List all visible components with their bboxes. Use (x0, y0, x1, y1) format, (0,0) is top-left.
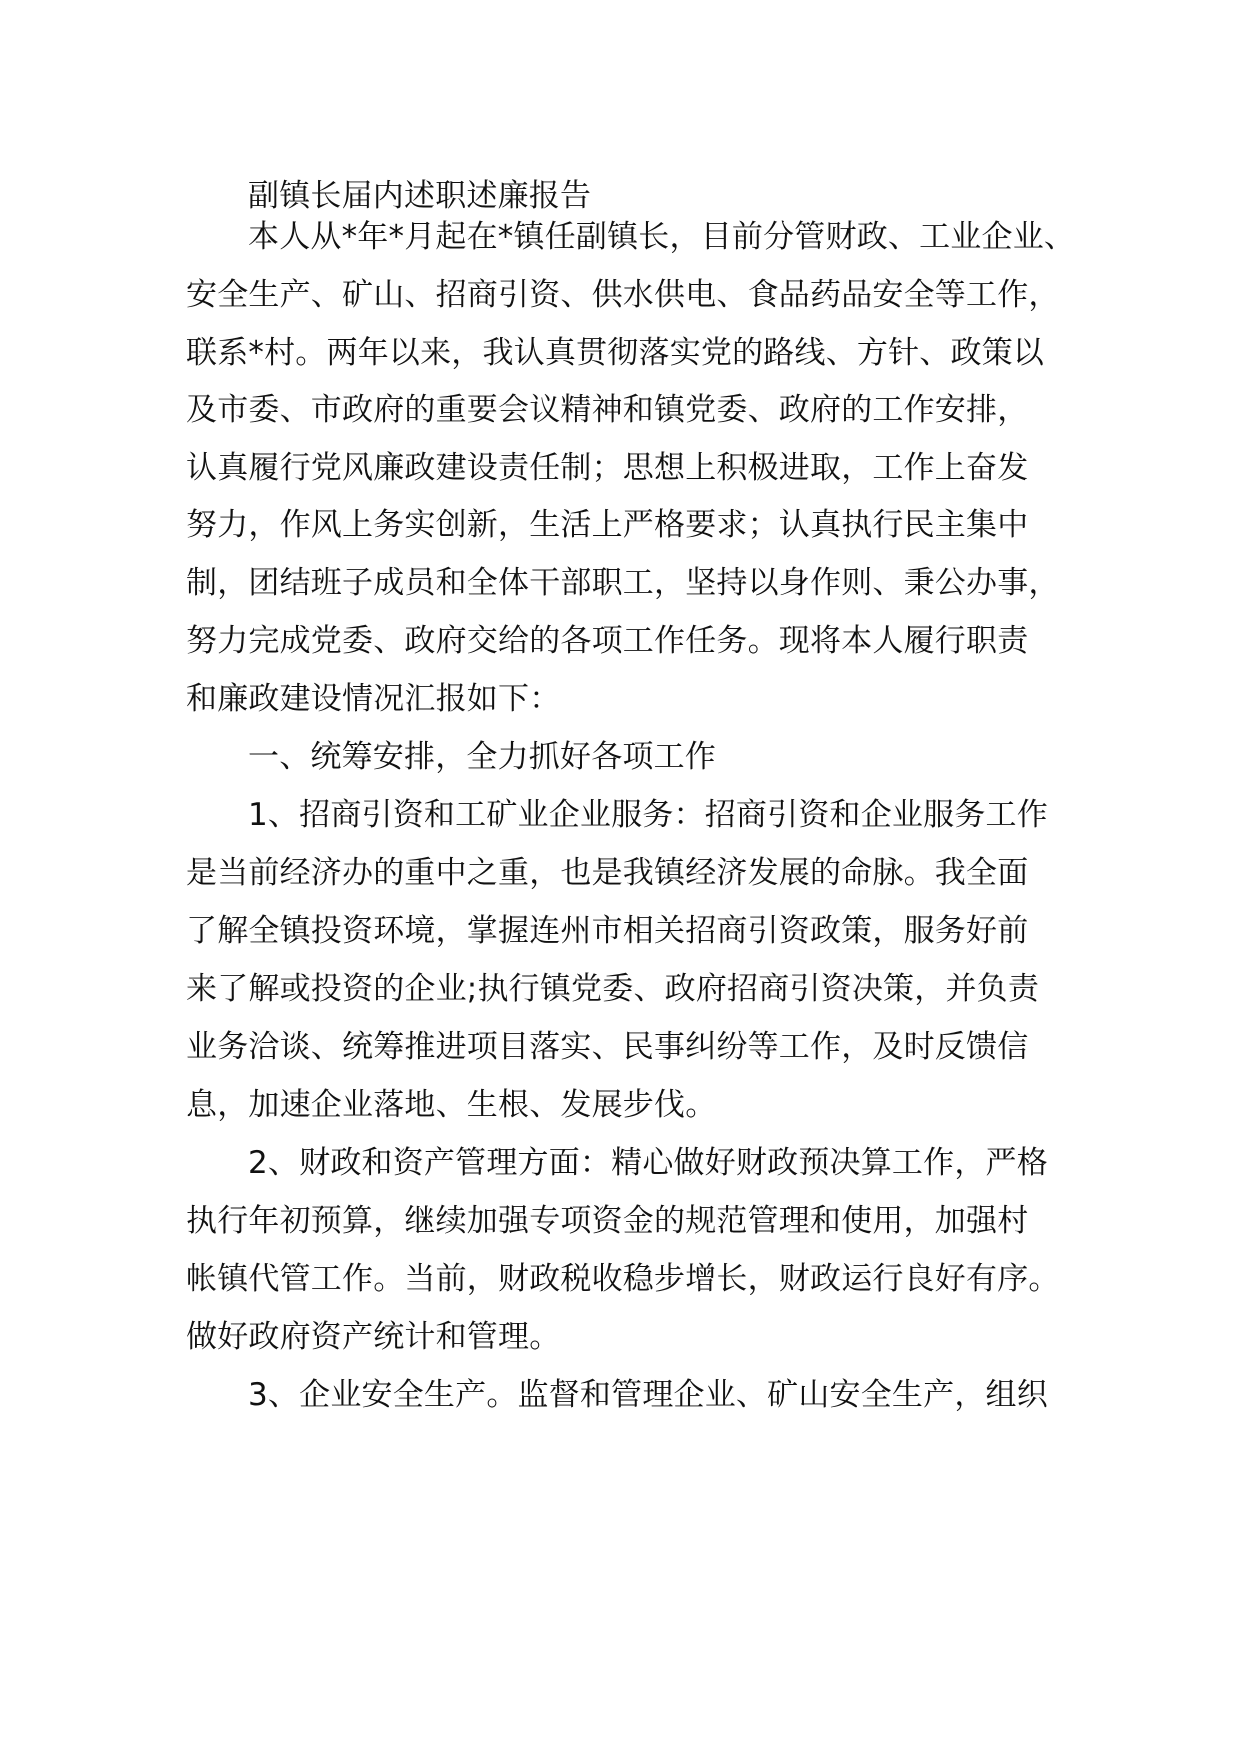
document-title: 副镇长届内述职述廉报告 (248, 178, 592, 214)
paragraph-line: 帐镇代管工作。当前，财政税收稳步增长，财政运行良好有序。 (186, 1261, 1060, 1297)
paragraph-line: 3、企业安全生产。监督和管理企业、矿山安全生产，组织 (248, 1377, 1048, 1413)
paragraph-line: 本人从*年*月起在*镇任副镇长，目前分管财政、工业企业、 (248, 219, 1076, 255)
paragraph-line: 努力完成党委、政府交给的各项工作任务。现将本人履行职责 (186, 623, 1029, 659)
paragraph-line: 认真履行党风廉政建设责任制；思想上积极进取，工作上奋发 (186, 450, 1029, 486)
paragraph-line: 执行年初预算，继续加强专项资金的规范管理和使用，加强村 (186, 1203, 1029, 1239)
section-heading: 一、统筹安排，全力抓好各项工作 (248, 739, 716, 775)
paragraph-line: 是当前经济办的重中之重，也是我镇经济发展的命脉。我全面 (186, 855, 1029, 891)
paragraph-line: 和廉政建设情况汇报如下： (186, 681, 561, 717)
paragraph-line: 安全生产、矿山、招商引资、供水供电、食品药品安全等工作， (186, 277, 1060, 313)
paragraph-line: 制，团结班子成员和全体干部职工，坚持以身作则、秉公办事， (186, 565, 1060, 601)
paragraph-line: 来了解或投资的企业;执行镇党委、政府招商引资决策，并负责 (186, 971, 1040, 1007)
paragraph-line: 1、招商引资和工矿业企业服务：招商引资和企业服务工作 (248, 797, 1048, 833)
paragraph-line: 了解全镇投资环境，掌握连州市相关招商引资政策，服务好前 (186, 913, 1029, 949)
paragraph-line: 努力，作风上务实创新，生活上严格要求；认真执行民主集中 (186, 507, 1029, 543)
paragraph-line: 2、财政和资产管理方面：精心做好财政预决算工作，严格 (248, 1145, 1048, 1181)
paragraph-line: 及市委、市政府的重要会议精神和镇党委、政府的工作安排， (186, 392, 1029, 428)
paragraph-line: 做好政府资产统计和管理。 (186, 1319, 561, 1355)
paragraph-line: 联系*村。两年以来，我认真贯彻落实党的路线、方针、政策以 (186, 335, 1045, 371)
paragraph-line: 息，加速企业落地、生根、发展步伐。 (186, 1087, 717, 1123)
paragraph-line: 业务洽谈、统筹推进项目落实、民事纠纷等工作，及时反馈信 (186, 1029, 1029, 1065)
